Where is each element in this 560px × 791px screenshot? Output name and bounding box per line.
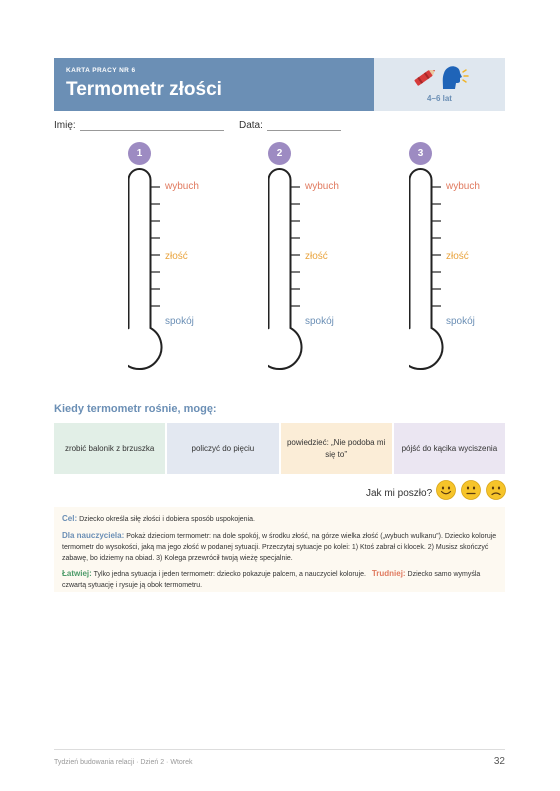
strategy-option[interactable]: powiedzieć: „Nie podoba mi się to” <box>281 423 392 474</box>
harder-key: Trudniej: <box>371 569 406 579</box>
header-title-block <box>54 58 374 111</box>
neutral-face-icon[interactable] <box>461 480 481 500</box>
page-title: Termometr złości <box>66 79 222 100</box>
age-range: 4–6 lat <box>427 94 452 103</box>
label-burst: wybuch <box>165 181 199 192</box>
teacher-notes <box>54 507 505 592</box>
note-teacher <box>62 530 497 565</box>
thermometer-2[interactable] <box>268 142 388 372</box>
name-label: Imię: <box>54 120 76 131</box>
footer-divider <box>54 749 505 750</box>
label-calm: spokój <box>446 316 475 327</box>
happy-face-icon[interactable] <box>436 480 456 500</box>
teacher-text: Pokaż dzieciom termometr: na dole spokój, w środku złość, na górze wielka złość („wybuch wulkanu”). Dziecko koloruje termometr do wysokości, jaką ma jego złość w podanej sytuacji. Przeczytaj sytuacje po kolei: 1) Ktoś zabrał ci klocek. 2) Musisz skończyć zabawę, bo idziemy na obiad. 3) Kolega przewrócił twoją wieżę specjalnie. <box>62 532 497 562</box>
strategy-option[interactable]: policzyć do pięciu <box>167 423 278 474</box>
thermometer-3[interactable] <box>409 142 529 372</box>
strategy-option[interactable]: zrobić balonik z brzuszka <box>54 423 165 474</box>
thermometer-1[interactable] <box>128 142 248 372</box>
worksheet-header <box>54 58 505 111</box>
name-field[interactable] <box>80 130 224 131</box>
date-label: Data: <box>239 120 263 131</box>
label-calm: spokój <box>165 316 194 327</box>
label-calm: spokój <box>305 316 334 327</box>
speaking-head-icon <box>440 64 470 90</box>
label-anger: złość <box>305 251 328 262</box>
easier-key: Łatwiej: <box>62 569 92 579</box>
sad-face-icon[interactable] <box>486 480 506 500</box>
date-field[interactable] <box>267 130 341 131</box>
label-burst: wybuch <box>305 181 339 192</box>
thermometer-number: 1 <box>128 142 151 165</box>
goal-text: Dziecko określa siłę złości i dobiera sposób uspokojenia. <box>79 516 255 523</box>
crayon-icon <box>410 64 438 90</box>
self-rating-label: Jak mi poszło? <box>366 488 433 499</box>
thermometer-number: 3 <box>409 142 432 165</box>
label-anger: złość <box>165 251 188 262</box>
easier-text: Tylko jedna sytuacja i jeden termometr: dziecko pokazuje palcem, a nauczyciel koloruje. <box>93 571 366 579</box>
note-goal <box>62 513 497 526</box>
thermometer-outline <box>128 142 248 374</box>
footer-text: Tydzień budowania relacji · Dzień 2 · Wtorek <box>54 759 193 766</box>
page-number: 32 <box>493 756 505 767</box>
goal-key: Cel: <box>62 514 78 523</box>
label-anger: złość <box>446 251 469 262</box>
thermometer-outline <box>409 142 529 374</box>
header-age-block <box>374 58 505 111</box>
thermometer-number: 2 <box>268 142 291 165</box>
thermometer-outline <box>268 142 388 374</box>
strategy-option[interactable]: pójść do kącika wyciszenia <box>394 423 505 474</box>
teacher-key: Dla nauczyciela: <box>62 530 125 540</box>
harder-text: Dziecko samo wymyśla czwartą sytuację i rysuje ją obok termometru. <box>62 571 481 590</box>
strategies-title: Kiedy termometr rośnie, mogę: <box>54 403 217 415</box>
strategy-options <box>54 423 505 474</box>
sheet-label: KARTA PRACY NR 6 <box>66 67 136 74</box>
note-variants <box>62 568 497 592</box>
label-burst: wybuch <box>446 181 480 192</box>
